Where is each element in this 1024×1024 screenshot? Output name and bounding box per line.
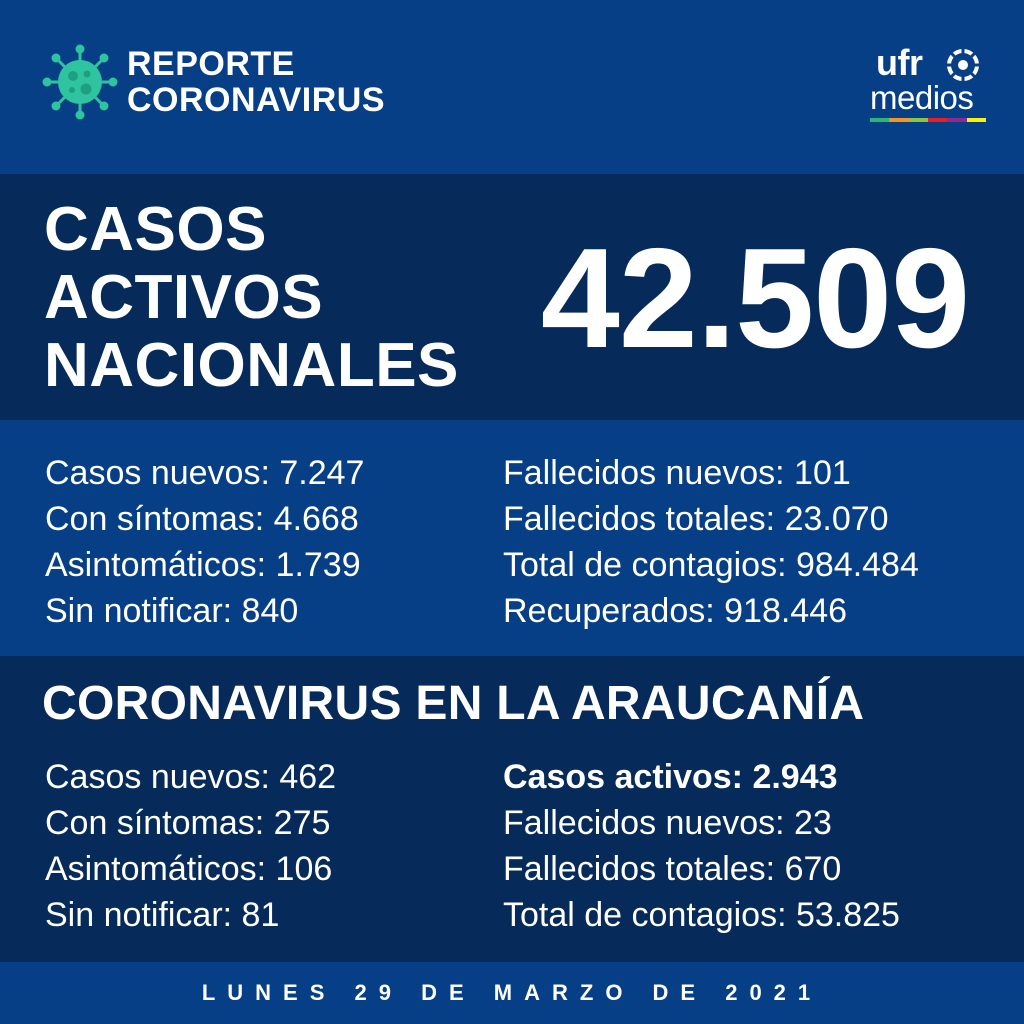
stat-total-deaths: Fallecidos totales: 23.070 <box>503 500 889 538</box>
region-stats-left <box>45 754 336 938</box>
logo-stripe-segment <box>889 118 908 122</box>
active-cases-label <box>44 196 459 400</box>
stat-new-deaths: Fallecidos nuevos: 101 <box>503 454 851 492</box>
report-title-line1: REPORTE <box>127 45 295 83</box>
report-title-line2: CORONAVIRUS <box>127 81 385 119</box>
stat-asymptomatic: Asintomáticos: 1.739 <box>45 546 361 584</box>
region-stat-unreported: Sin notificar: 81 <box>45 896 280 934</box>
logo-sun-icon <box>946 48 980 82</box>
logo-color-stripe <box>870 118 986 122</box>
region-stat-total-infections: Total de contagios: 53.825 <box>503 896 900 934</box>
stat-with-symptoms: Con síntomas: 4.668 <box>45 500 359 538</box>
national-stats-right <box>503 450 919 634</box>
logo-stripe-segment <box>909 118 928 122</box>
logo-stripe-segment <box>947 118 966 122</box>
national-stats-left <box>45 450 364 634</box>
region-stats-right <box>503 754 900 938</box>
region-stat-asymptomatic: Asintomáticos: 106 <box>45 850 333 888</box>
report-date: LUNES 29 DE MARZO DE 2021 <box>201 980 823 1005</box>
logo-stripe-segment <box>928 118 947 122</box>
logo-stripe-segment <box>870 118 889 122</box>
stat-total-infections: Total de contagios: 984.484 <box>503 546 919 584</box>
active-label-line1: CASOS <box>44 195 267 264</box>
ufro-medios-logo <box>866 42 990 126</box>
report-title <box>127 46 385 118</box>
region-title: CORONAVIRUS EN LA ARAUCANÍA <box>42 677 865 730</box>
stat-recovered: Recuperados: 918.446 <box>503 592 848 630</box>
active-label-line3: NACIONALES <box>44 331 459 400</box>
stat-unreported: Sin notificar: 840 <box>45 592 299 630</box>
region-stat-new-cases: Casos nuevos: 462 <box>45 758 337 796</box>
active-cases-value: 42.509 <box>540 219 970 378</box>
region-stat-with-symptoms: Con síntomas: 275 <box>45 804 331 842</box>
logo-text-medios: medios <box>870 79 974 116</box>
region-stat-new-deaths: Fallecidos nuevos: 23 <box>503 804 832 842</box>
region-stat-total-deaths: Fallecidos totales: 670 <box>503 850 842 888</box>
virus-icon <box>42 44 118 120</box>
active-label-line2: ACTIVOS <box>44 263 324 332</box>
stat-new-cases: Casos nuevos: 7.247 <box>45 454 365 492</box>
logo-text-ufro: ufr <box>876 42 923 83</box>
logo-stripe-segment <box>967 118 986 122</box>
region-stat-active-cases: Casos activos: 2.943 <box>503 758 838 796</box>
